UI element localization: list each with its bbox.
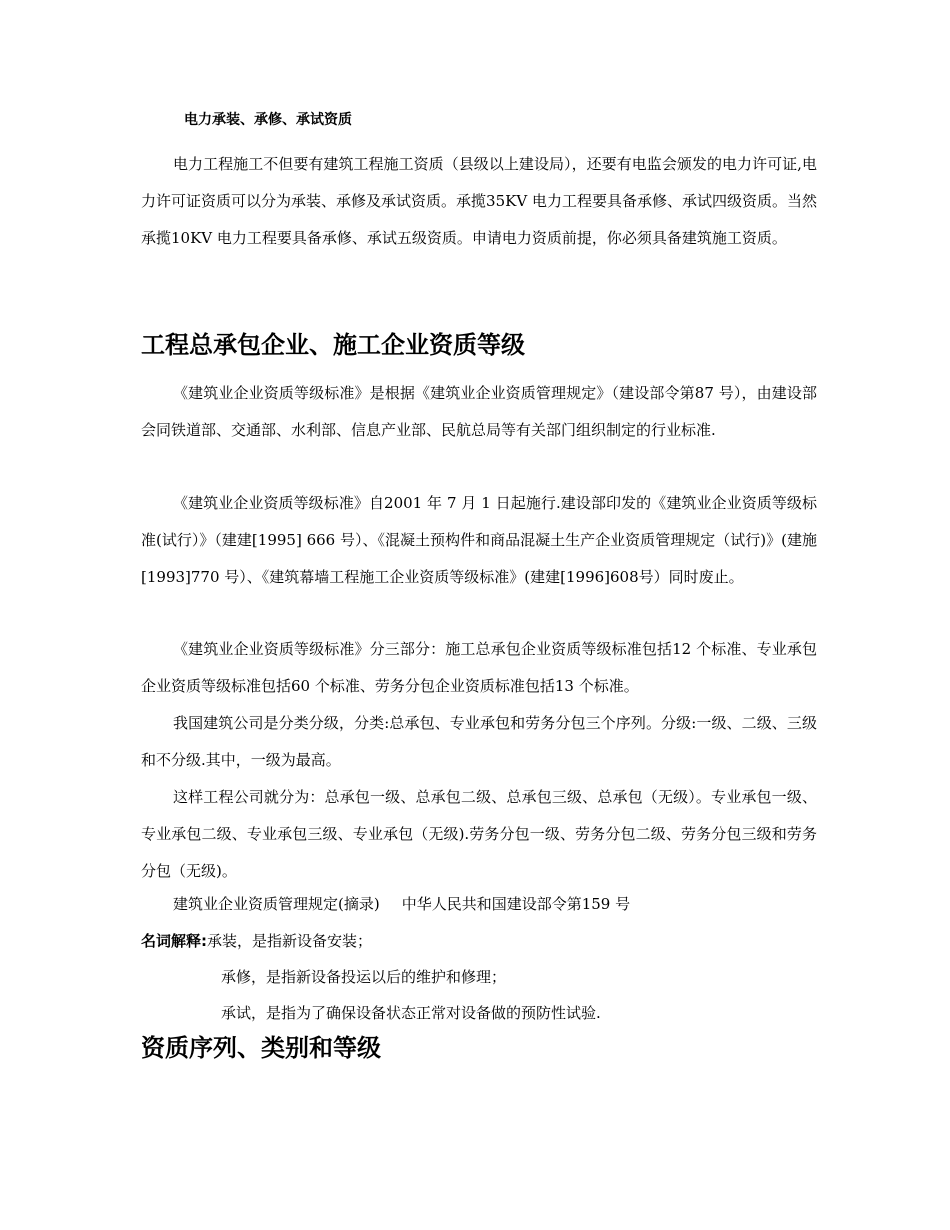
sequence-category-grade-heading: 资质序列、类别和等级 <box>141 1034 381 1062</box>
standard-basis-paragraph: 《建筑业企业资质等级标准》是根据《建筑业企业资质管理规定》（建设部令第87 号），由建设部会同铁道部、交通部、水利部、信息产业部、民航总局等有关部门组织制定的行业标准. <box>141 384 817 439</box>
source-decree: 中华人民共和国建设部令第159 号 <box>401 895 631 913</box>
standard-effective-paragraph: 《建筑业企业资质等级标准》自2001 年 7 月 1 日起施行.建设部印发的《建筑业企业资质等级标准(试行）》（建建[1995] 666 号）、《混凝土预构件和商品混凝土生产企业资质管理规定（试行)》(建施[1993]770 号）、《建筑幕墙工程施工企业资质等级标准》(建建[1996]608号）同时废止。 <box>141 494 817 586</box>
company-grades-paragraph: 这样工程公司就分为：总承包一级、总承包二级、总承包三级、总承包（无级）。专业承包一级、专业承包二级、专业承包三级、专业承包（无级).劳务分包一级、劳务分包二级、劳务分包三级和劳务分包（无级)。 <box>141 788 817 880</box>
source-title: 建筑业企业资质管理规定(摘录) <box>173 895 380 913</box>
enterprise-grade-heading: 工程总承包企业、施工企业资质等级 <box>141 331 525 359</box>
glossary-item-test: 承试，是指为了确保设备状态正常对设备做的预防性试验. <box>221 1004 601 1022</box>
glossary-item-install: 承装，是指新设备安装； <box>207 932 373 950</box>
glossary-item-repair: 承修，是指新设备投运以后的维护和修理； <box>221 968 507 986</box>
source-line <box>173 893 630 915</box>
standard-parts-paragraph: 《建筑业企业资质等级标准》分三部分：施工总承包企业资质等级标准包括12 个标准、专业承包企业资质等级标准包括60 个标准、劳务分包企业资质标准包括13 个标准。 <box>141 640 817 695</box>
power-qualification-paragraph: 电力工程施工不但要有建筑工程施工资质（县级以上建设局），还要有电监会颁发的电力许可证,电力许可证资质可以分为承装、承修及承试资质。承揽35KV 电力工程要具备承修、承试四级资质。当然承揽10KV 电力工程要具备承修、承试五级资质。申请电力资质前提，你必须具备建筑施工资质。 <box>141 155 817 247</box>
classification-paragraph: 我国建筑公司是分类分级，分类:总承包、专业承包和劳务分包三个序列。分级:一级、二级、三级和不分级.其中，一级为最高。 <box>141 714 817 769</box>
power-qualification-heading: 电力承装、承修、承试资质 <box>184 112 352 128</box>
glossary-label: 名词解释: <box>141 932 207 950</box>
glossary-first-line <box>141 930 372 952</box>
